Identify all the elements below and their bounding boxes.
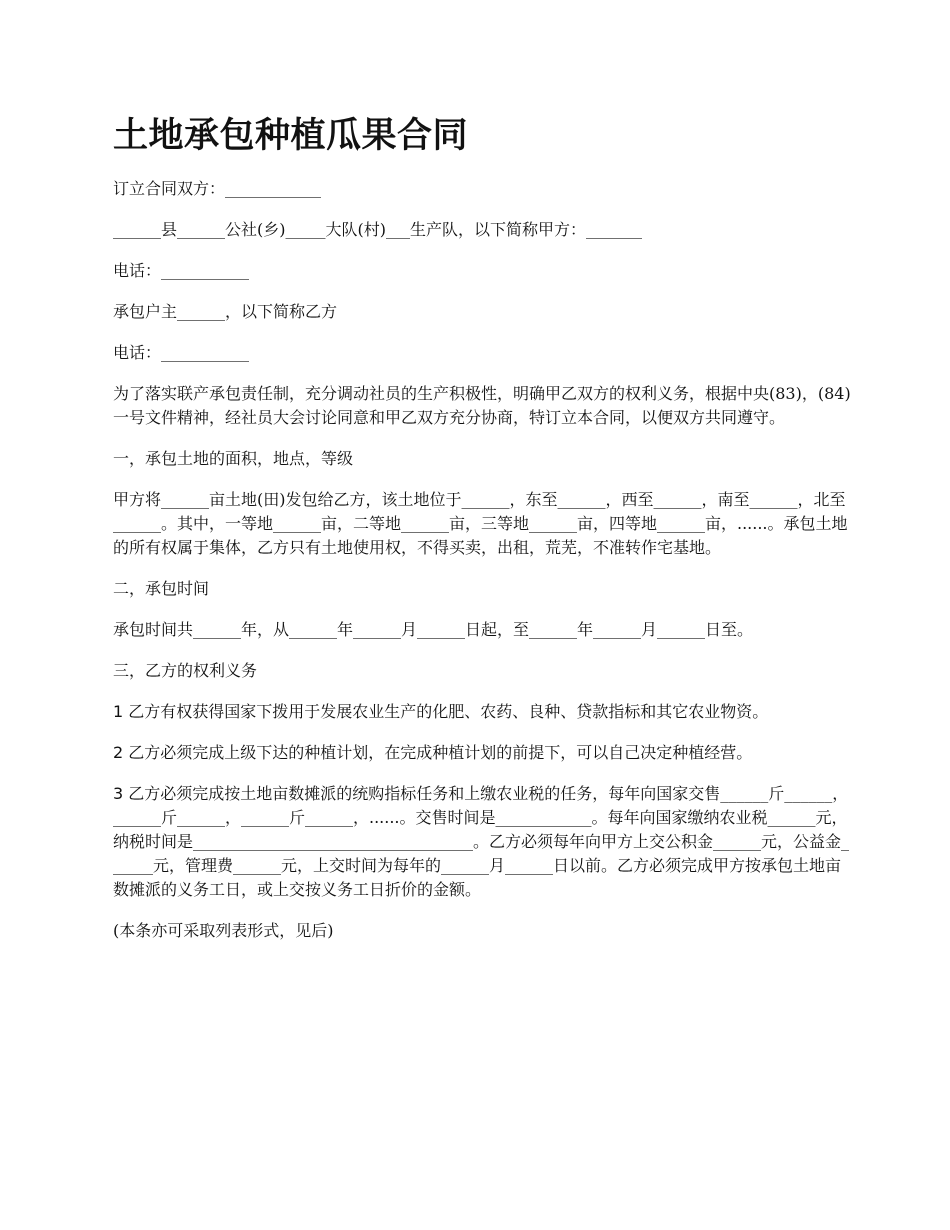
section-2-heading: 二，承包时间 xyxy=(113,579,210,598)
document-title: 土地承包种植瓜果合同 xyxy=(113,116,469,156)
item-number: 1 xyxy=(113,702,124,721)
contract-document xyxy=(113,108,853,960)
party-b-line: 承包户主______，以下简称乙方 xyxy=(113,302,338,321)
preamble-paragraph: 为了落实联产承包责任制，充分调动社员的生产积极性，明确甲乙双方的权利义务，根据中央(83)，(84)一号文件精神，经社员大会讨论同意和甲乙双方充分协商，特订立本合同，以便双方共同遵守。 xyxy=(113,384,851,427)
item-text: 乙方必须完成上级下达的种植计划，在完成种植计划的前提下，可以自己决定种植经营。 xyxy=(123,743,753,762)
item-number: 3 xyxy=(113,784,124,803)
parties-line: 订立合同双方：____________ xyxy=(113,179,322,198)
section-2-body: 承包时间共______年，从______年______月______日起，至______年______月______日至。 xyxy=(113,620,754,639)
party-a-phone: 电话：___________ xyxy=(113,261,250,280)
list-item xyxy=(113,700,853,724)
section-1-body: 甲方将______亩土地(田)发包给乙方，该土地位于______，东至______，西至______，南至______，北至______。其中，一等地______亩，二等地______亩，三等地______亩，四等地______亩，......。承包土地的所有权属于集体，乙方只有土地使用权，不得买卖，出租，荒芜，不准转作宅基地。 xyxy=(113,490,848,557)
item-number: 2 xyxy=(113,743,124,762)
party-a-line: ______县______公社(乡)_____大队(村)___生产队，以下简称甲方：_______ xyxy=(113,220,642,239)
section-1-heading: 一，承包土地的面积，地点，等级 xyxy=(113,449,354,468)
party-b-phone: 电话：___________ xyxy=(113,343,250,362)
item-text: 乙方有权获得国家下拨用于发展农业生产的化肥、农药、良种、贷款指标和其它农业物资。 xyxy=(123,702,769,721)
note-paragraph: (本条亦可采取列表形式，见后) xyxy=(113,921,334,940)
item-text: 乙方必须完成按土地亩数摊派的统购指标任务和上缴农业税的任务，每年向国家交售______斤______，______斤______，______斤______，......。交售时间是____________。每年向国家缴纳农业税______元，纳税时间是___________________________________。乙方必须每年向甲方上交公积金______元，公益金______元，管理费______元，上交时间为每年的______月______日以前。乙方必须完成甲方按承包土地亩数摊派的义务工日，或上交按义务工日折价的金额。 xyxy=(113,784,850,899)
list-item xyxy=(113,782,853,902)
list-item xyxy=(113,741,853,765)
section-3-heading: 三，乙方的权利义务 xyxy=(113,661,258,680)
